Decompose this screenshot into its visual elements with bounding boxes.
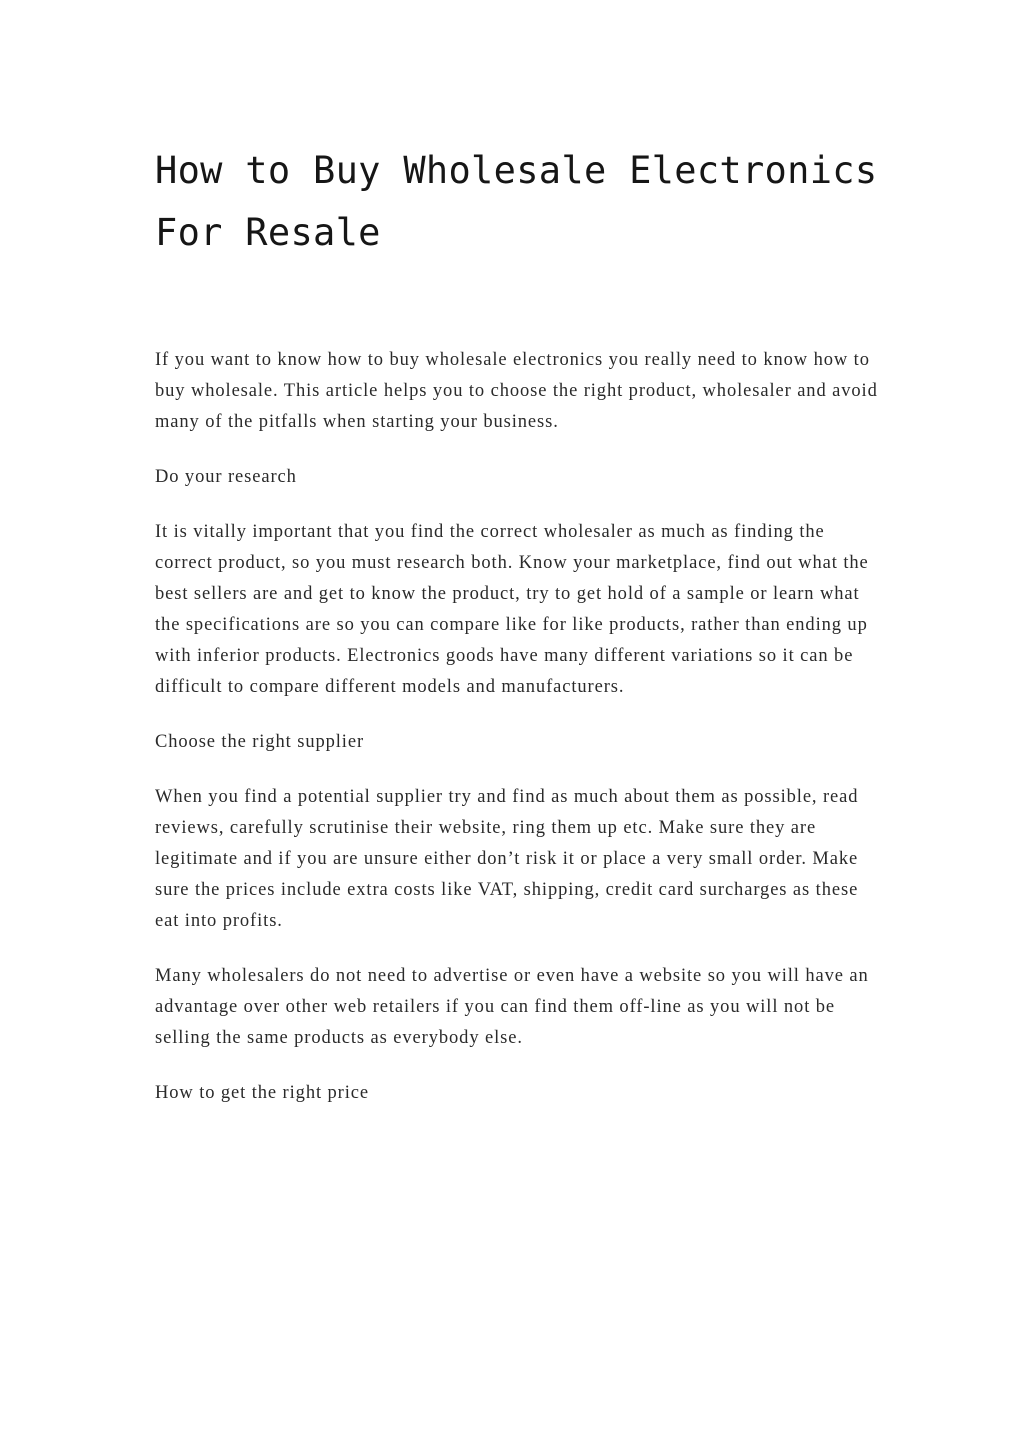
supplier-paragraph: When you find a potential supplier try and find as much about them as possible, read reviews, carefully scrutinise their website, ring them up etc. Make sure they are legitimate and if you are unsure either don’t risk it or place a very small order. Make sure the prices include extra costs like VAT, shipping, credit card surcharges as these eat into profits. <box>155 787 859 931</box>
section-heading-supplier: Choose the right supplier <box>155 732 365 752</box>
intro-paragraph: If you want to know how to buy wholesale electronics you really need to know how to buy wholesale. This article helps you to choose the right product, wholesaler and avoid many of the pitfalls when starting your business. <box>155 350 878 432</box>
wholesalers-paragraph: Many wholesalers do not need to advertise or even have a website so you will have an advantage over other web retailers if you can find them off-line as you will not be selling the same products as everybody else. <box>155 966 869 1048</box>
document-title: How to Buy Wholesale Electronics For Resale <box>155 149 878 254</box>
section-heading-research: Do your research <box>155 467 297 487</box>
research-paragraph: It is vitally important that you find the correct wholesaler as much as finding the correct product, so you must research both. Know your marketplace, find out what the best sellers are and get to know the product, try to get hold of a sample or learn what the specifications are so you can compare like for like products, rather than ending up with inferior products. Electronics goods have many different variations so it can be difficult to compare different models and manufacturers. <box>155 522 869 697</box>
document-body <box>155 345 885 1133</box>
section-heading-price: How to get the right price <box>155 1083 370 1103</box>
document-content <box>155 140 885 1103</box>
